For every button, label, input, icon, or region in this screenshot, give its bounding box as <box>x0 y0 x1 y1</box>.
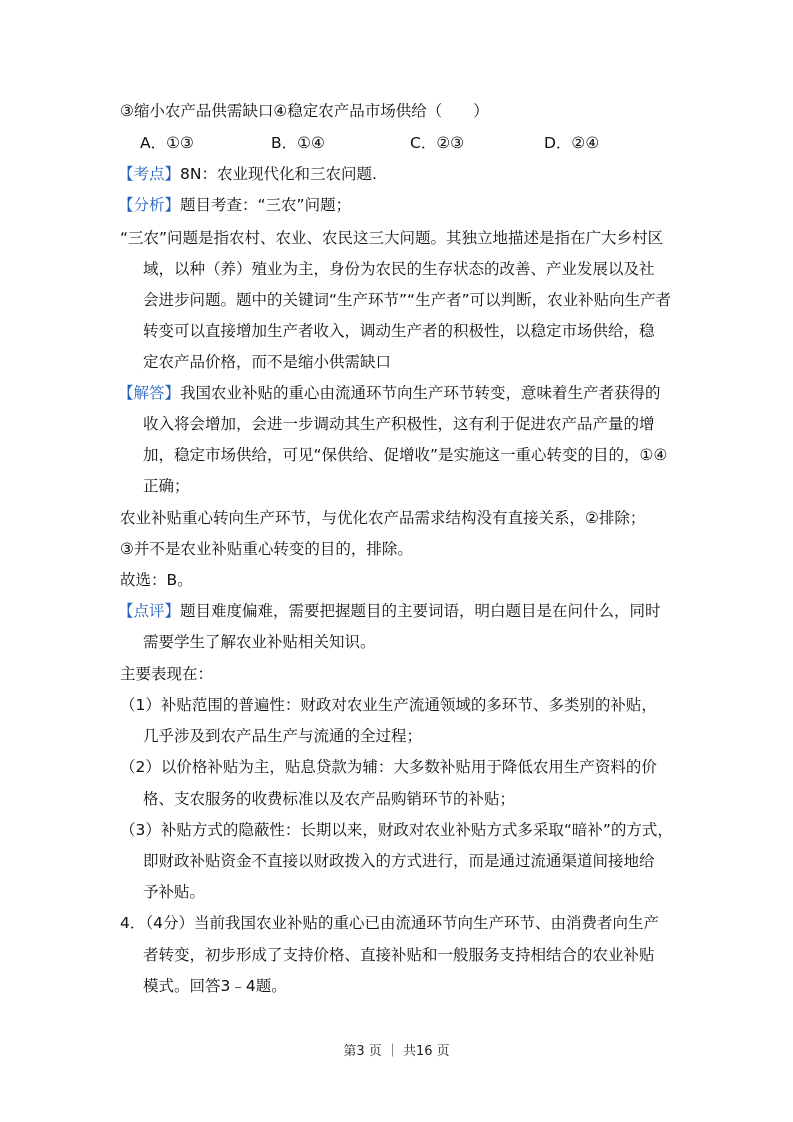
kaodian-tag: 【考点】 <box>118 165 181 183</box>
point-line: （1）补贴范围的普遍性：财政对农业生产流通领域的多环节、多类别的补贴， <box>120 696 657 714</box>
jieda-line <box>118 383 661 403</box>
fenxi-para-line: 会进步问题。题中的关键词“生产环节”“生产者”可以判断，农业补贴向生产者 <box>143 291 672 309</box>
jieda-tag: 【解答】 <box>118 384 181 402</box>
fenxi-para-line: 域，以种（养）殖业为主，身份为农民的生存状态的改善、产业发展以及社 <box>143 260 655 278</box>
dianping-text: 题目难度偏难，需要把握题目的主要词语，明白题目是在问什么，同时 <box>180 602 661 620</box>
point-line: 格、支农服务的收费标准以及农产品购销环节的补贴； <box>143 790 516 808</box>
answer-line: 故选：B。 <box>120 571 193 589</box>
kaodian-line <box>118 164 377 184</box>
option-c: C．②③ <box>410 134 465 152</box>
jieda-cont-line: 正确； <box>143 477 190 495</box>
fenxi-para-line: 转变可以直接增加生产者收入，调动生产者的积极性，以稳定市场供给，稳 <box>143 322 655 340</box>
option-d: D．②④ <box>544 134 600 152</box>
jieda-cont-line: 收入将会增加，会进一步调动其生产积极性，这有利于促进农产品产量的增 <box>143 415 655 433</box>
question-4-cont-line: 者转变，初步形成了支持价格、直接补贴和一般服务支持相结合的农业补贴 <box>143 946 655 964</box>
kaodian-text: 8N：农业现代化和三农问题. <box>180 165 377 183</box>
dianping-line <box>118 601 661 621</box>
fenxi-line <box>118 195 351 215</box>
page-footer: 第3 页 ｜ 共16 页 <box>343 1044 450 1059</box>
point-line: 几乎涉及到农产品生产与流通的全过程； <box>143 727 423 745</box>
fenxi-text: 题目考查：“三农”问题； <box>180 196 352 214</box>
dianping-cont-line: 需要学生了解农业补贴相关知识。 <box>143 633 376 651</box>
jieda-text: 我国农业补贴的重心由流通环节向生产环节转变，意味着生产者获得的 <box>180 384 661 402</box>
point-line: （2）以价格补贴为主，贴息贷款为辅：大多数补贴用于降低农用生产资料的价 <box>120 758 657 776</box>
fenxi-para-line: “三农”问题是指农村、农业、农民这三大问题。其独立地描述是指在广大乡村区 <box>120 229 664 247</box>
options-row <box>140 133 599 153</box>
question-tail: ③缩小农产品供需缺口④稳定农产品市场供给（ ） <box>120 102 489 120</box>
question-4-cont-line: 模式。回答3﹣4题。 <box>143 977 287 995</box>
fenxi-tag: 【分析】 <box>118 196 181 214</box>
point-line: （3）补贴方式的隐蔽性：长期以来，财政对农业补贴方式多采取“暗补”的方式， <box>120 821 673 839</box>
jieda-line-3: ③并不是农业补贴重心转变的目的，排除。 <box>120 540 413 558</box>
option-b: B．①④ <box>271 134 325 152</box>
main-label: 主要表现在： <box>120 665 214 683</box>
jieda-line-2: 农业补贴重心转向生产环节，与优化农产品需求结构没有直接关系，②排除； <box>120 509 646 527</box>
jieda-cont-line: 加，稳定市场供给，可见“保供给、促增收”是实施这一重心转变的目的，①④ <box>143 446 668 464</box>
point-line: 即财政补贴资金不直接以财政拨入的方式进行，而是通过流通渠道间接地给 <box>143 852 655 870</box>
point-line: 予补贴。 <box>143 883 206 901</box>
fenxi-para-line: 定农产品价格，而不是缩小供需缺口 <box>143 353 392 371</box>
question-4-line: 4．（4分）当前我国农业补贴的重心已由流通环节向生产环节、由消费者向生产 <box>120 914 659 932</box>
dianping-tag: 【点评】 <box>118 602 181 620</box>
option-a: A．①③ <box>140 134 194 152</box>
